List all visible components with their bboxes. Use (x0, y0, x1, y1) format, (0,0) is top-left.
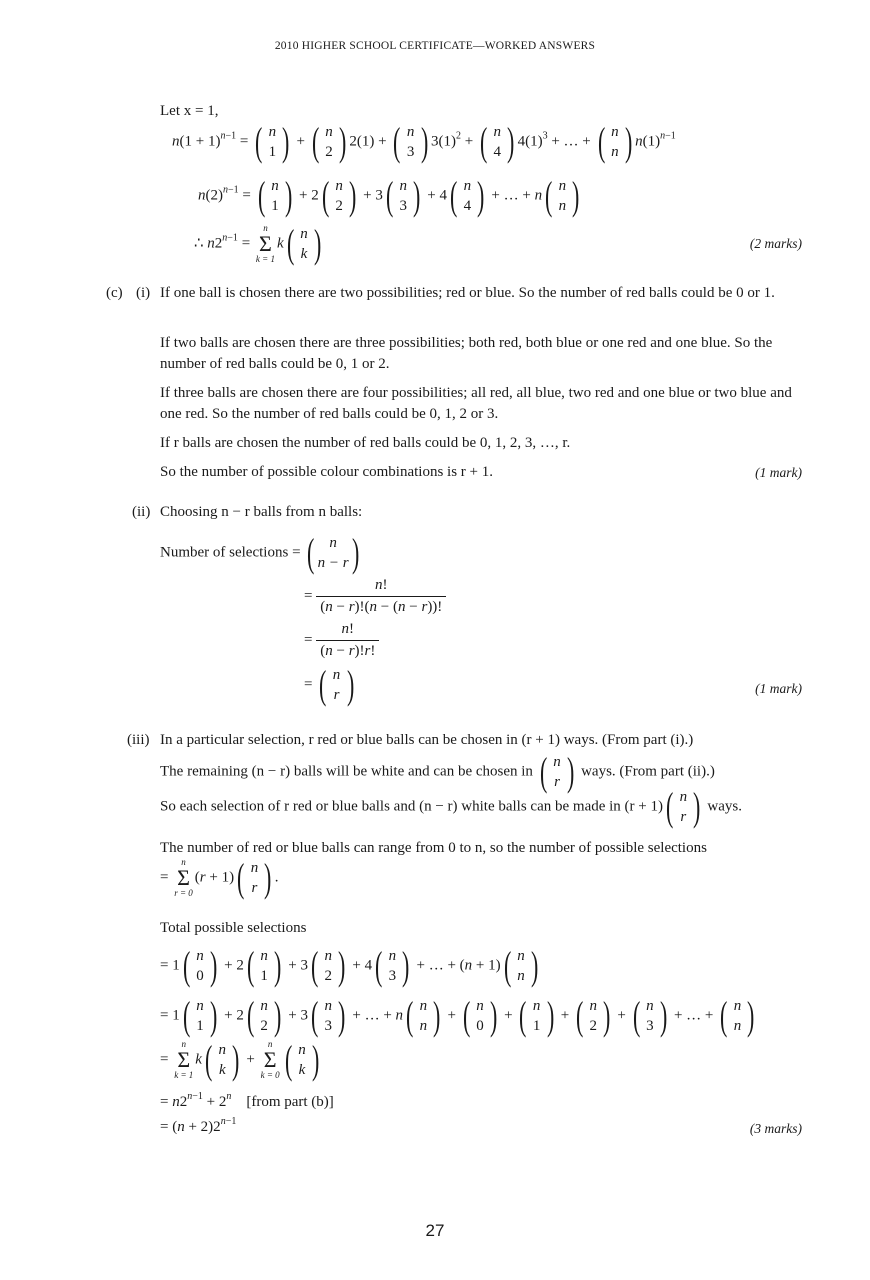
c-i-paragraph-5: So the number of possible colour combinations is r + 1. (160, 464, 494, 480)
part-c-i-label: (i) (136, 285, 151, 301)
c-iii-total-line-4: = $n2^{n-1} + 2^n$ [from part (b)] (160, 1091, 334, 1110)
c-i-paragraph-2: If two balls are chosen there are three possibilities; both red, both blue or one red and one blue. So the number of red balls could be 0, 1 or 2. (160, 335, 773, 372)
c-iii-sum-expression: = n Σ r = 0 (r + 1) ( n r ) . (160, 855, 279, 900)
equation-b3: ∴ $n2^{n-1}$ = n Σ k = 1 k ( n k ) (194, 221, 322, 266)
part-c-ii-label: (ii) (132, 504, 151, 520)
c-ii-line-4: = ( n r ) (304, 662, 354, 707)
let-x-line: Let x = 1, (160, 103, 219, 119)
c-iii-total-label: Total possible selections (160, 920, 307, 936)
page-header: 2010 HIGHER SCHOOL CERTIFICATE—WORKED ANSWERS (274, 40, 596, 52)
c-i-paragraph-1: If one ball is chosen there are two possibilities; red or blue. So the number of red balls could be 0 or 1. (160, 285, 775, 301)
c-ii-line-1: Number of selections = ( n n − r ) (160, 530, 359, 575)
c-iii-total-line-1: = 1 ( n 0 ) + 2 ( n 1 ) + 3 ( n 2 ) + 4 ( n 3 ) + … + (n + 1) ( n n ) (160, 943, 539, 988)
c-ii-line-2: = $\frac{n!}{(n - r)!(n - (n - r))!}$ (304, 578, 446, 615)
equation-b1: $n(1 + 1)^{n-1}$ = ( n 1 ) + ( n 2 ) 2(1) + ( n 3 ) $3(1)^2$ + ( n 4 ) $4(1)^3$ + … + ( n n ) $n(1)^{n-1}$ (172, 119, 676, 164)
marks-c-ii: (1 mark) (755, 681, 802, 696)
c-i-paragraph-4: If r balls are chosen the number of red balls could be 0, 1, 2, 3, …, r. (160, 435, 571, 451)
c-iii-total-line-3: = n Σ k = 1 k ( n k ) + n Σ k = 0 ( n k ) (160, 1037, 320, 1082)
equation-b2: $n(2)^{n-1}$ = ( n 1 ) + 2 ( n 2 ) + 3 ( n 3 ) + 4 ( n 4 ) + … + n ( n n ) (198, 173, 580, 218)
c-iii-total-line-5: = $(n + 2)2^{n-1}$ (160, 1116, 237, 1135)
c-iii-paragraph-1: In a particular selection, r red or blue balls can be chosen in (r + 1) ways. (From part (i).) (160, 732, 694, 748)
marks-b: (2 marks) (749, 236, 802, 251)
c-ii-line-3: = $\frac{n!}{(n - r)!r!}$ (304, 622, 379, 659)
c-iii-total-line-2: = 1 ( n 1 ) + 2 ( n 2 ) + 3 ( n 3 ) + … + n ( n n ) + ( n 0 ) + ( n 1 ) + ( n 2 ) + ( n 3 ) + … + ( n n ) (160, 993, 755, 1038)
marks-c-iii: (3 marks) (749, 1121, 802, 1136)
c-i-paragraph-3: If three balls are chosen there are four possibilities; all red, all blue, two red and one blue or two blue and one red. So the number of red balls could be 0, 1, 2 or 3. (160, 385, 792, 422)
c-iii-paragraph-2: The remaining (n − r) balls will be white and can be chosen in ( n r ) ways. (From part (ii).) (160, 749, 715, 794)
marks-c-i: (1 mark) (755, 465, 802, 480)
part-c-label: (c) (106, 285, 123, 301)
part-c-iii-label: (iii) (127, 732, 150, 748)
c-iii-paragraph-4: The number of red or blue balls can range from 0 to n, so the number of possible selections (160, 840, 707, 856)
c-ii-intro: Choosing n − r balls from n balls: (160, 504, 363, 520)
c-iii-paragraph-3: So each selection of r red or blue balls and (n − r) white balls can be made in (r + 1) ( n r ) ways. (160, 784, 742, 829)
page-number: 27 (425, 1221, 445, 1240)
